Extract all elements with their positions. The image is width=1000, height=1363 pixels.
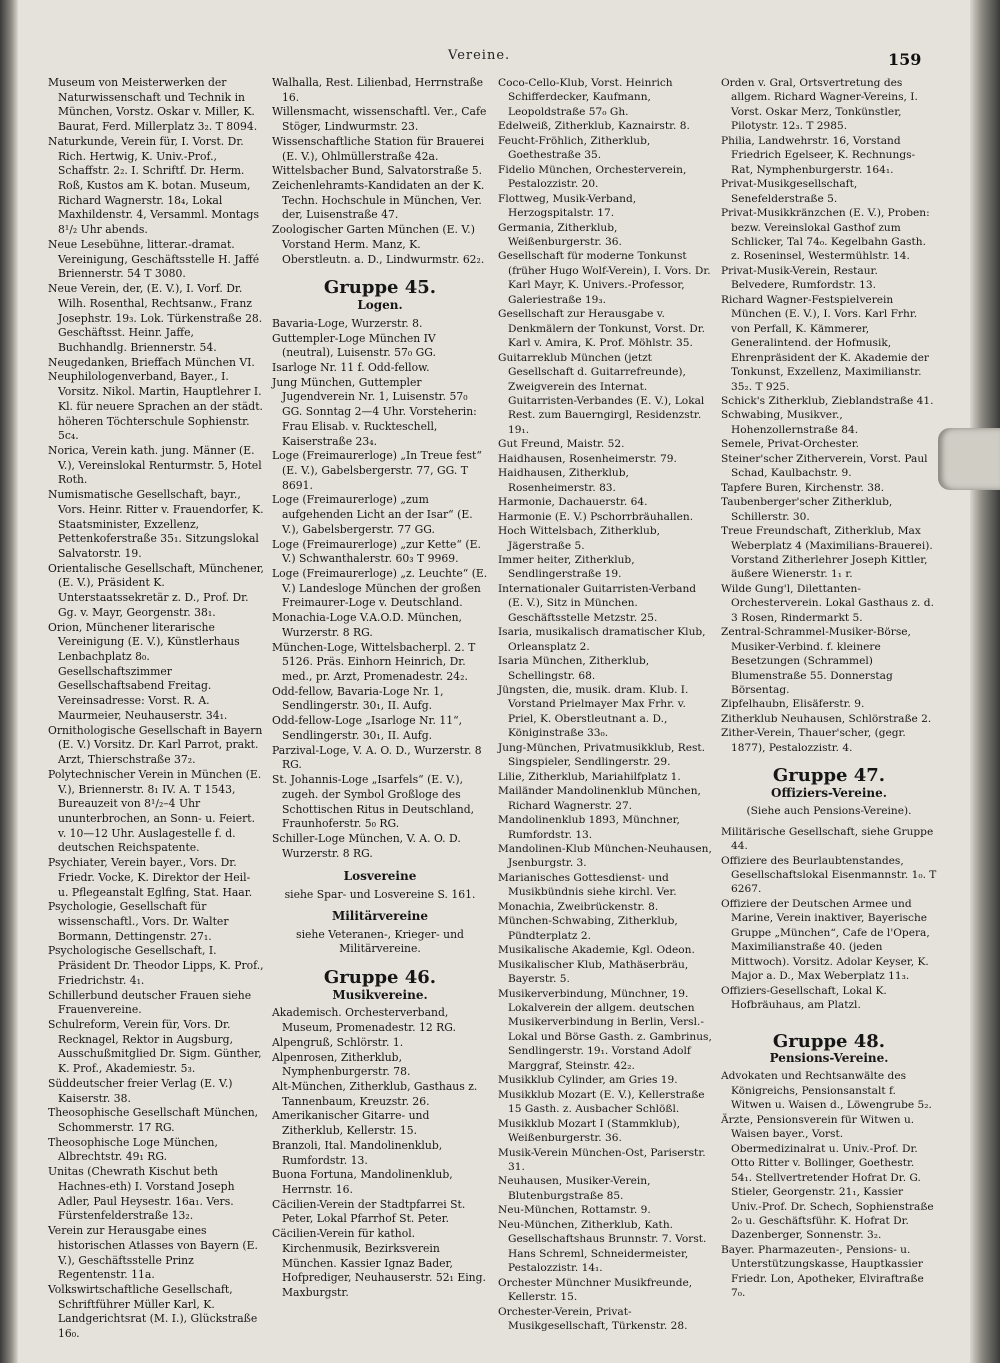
- binding-shadow-left: [0, 0, 18, 1363]
- directory-entry: Neuhausen, Musiker-Verein, Blutenburgstraße 85.: [498, 1175, 651, 1202]
- directory-entry: Neue Verein, der, (E. V.), I. Vorf. Dr. Wilh. Rosenthal, Rechtsanw., Franz Josephstr. 19₃. Lok. Türkenstraße 28. Geschäftsst. Heinr. Jaffe, Buchhandlg. Briennerstr. 54.: [48, 282, 263, 354]
- directory-entry: Monachia, Zweibrückenstr. 8.: [498, 900, 659, 913]
- directory-entry: Süddeutscher freier Verlag (E. V.) Kaiserstr. 38.: [48, 1076, 233, 1105]
- directory-entry: Schillerbund deutscher Frauen siehe Frauenvereine.: [48, 988, 252, 1017]
- directory-entry: Wilde Gung'l, Dilettanten-Orchesterverein. Lokal Gasthaus z. d. 3 Rosen, Rindermarkt 5.: [721, 582, 934, 624]
- directory-entry: Guitarreklub München (jetzt Gesellschaft d. Guitarrefreunde), Zweigverein des Internat. Guitarristen-Verbandes (E. V.), Lokal Rest. zum Bauerngirgl, Residenzstr. 19₁.: [498, 351, 705, 436]
- directory-entry: Zentral-Schrammel-Musiker-Börse, Musiker-Verbind. f. kleinere Besetzungen (Schrammel) Blumenstraße 55. Donnerstag Börsentag.: [721, 626, 911, 697]
- directory-entry: Coco-Cello-Klub, Vorst. Heinrich Schifferdecker, Kaufmann, Leopoldstraße 57₀ Gh.: [498, 77, 673, 118]
- directory-entry: Gesellschaft zur Herausgabe v. Denkmälern der Tonkunst, Vorst. Dr. Karl v. Amira, K. Prof. Möhlstr. 35.: [498, 308, 706, 350]
- directory-entry: Theosophische Loge München, Albrechtstr. 49₁ RG.: [48, 1135, 218, 1164]
- group-heading: Gruppe 45.: [323, 277, 437, 299]
- directory-entry: Psychologie, Gesellschaft für wissenschaftl., Vors. Dr. Walter Bormann, Dettingenstr. 27₁.: [48, 900, 229, 943]
- directory-entry: Jung München, Guttempler Jugendverein Nr. 1, Luisenstr. 57₀ GG. Sonntag 2—4 Uhr. Vorsteherin: Frau Elisab. v. Ruckteschell, Kaiserstraße 23₄.: [272, 375, 477, 448]
- directory-entry: München-Loge, Wittelsbacherpl. 2. T 5126. Präs. Einhorn Heinrich, Dr. med., pr. Arzt, Promenadestr. 24₂.: [272, 640, 476, 684]
- directory-entry: Musikklub Cylinder, am Gries 19.: [498, 1074, 678, 1087]
- directory-entry: Militärische Gesellschaft, siehe Gruppe 44.: [721, 825, 934, 853]
- directory-entry: Polytechnischer Verein in München (E. V.), Briennerstr. 8₁ IV. A. T 1543, Bureauzeit von 8¹/₂–4 Uhr ununterbrochen, an Sonn- u. Feiert. v. 10—12 Uhr. Auslagestelle f. d. deutschen Reichspatente.: [48, 767, 262, 855]
- directory-entry: Alpenrosen, Zitherklub, Nymphenburgerstr. 78.: [272, 1050, 411, 1079]
- directory-entry: Privat-Musikkränzchen (E. V.), Proben: bezw. Vereinslokal Gasthof zum Schlicker, Tal 74₀. Kegelbahn Gasth. z. Roseninsel, Westermühlstr. 14.: [721, 207, 930, 263]
- directory-entry: Gut Freund, Maistr. 52.: [498, 438, 625, 451]
- directory-entry: Offiziere der Deutschen Armee und Marine, Verein inaktiver, Bayerische Gruppe „München“, Cafe de l'Opera, Maximilianstraße 40. (jeden Mittwoch). Vorsitz. Adolar Keyser, K. Major a. D., Max Weberplatz 11₃.: [721, 897, 930, 983]
- directory-entry: Verein zur Herausgabe eines historischen Atlasses von Bayern (E. V.), Geschäftsstelle Prinz Regentenstr. 11a.: [48, 1224, 258, 1282]
- directory-entry: Musikerverbindung, Münchner, 19. Lokalverein der allgem. deutschen Musikerverbindung in Berlin, Versl.-Lokal und Börse Gasth. z. Gambrinus, Sendlingerstr. 19₁. Vorstand Adolf Marggraf, Steinstr. 42₂.: [498, 987, 712, 1072]
- group-subheading: Musikvereine.: [332, 987, 428, 1002]
- directory-entry: Musikalischer Klub, Mathäserbräu, Bayerstr. 5.: [498, 958, 689, 986]
- directory-entry: Musikklub Mozart (E. V.), Kellerstraße 15 Gasth. z. Ausbacher Schlößl.: [498, 1088, 705, 1116]
- directory-entry: Loge (Freimaurerloge) „z. Leuchte“ (E. V.) Landesloge München der großen Freimaurer-Loge v. Deutschland.: [272, 567, 488, 610]
- directory-entry: Privat-Musik-Verein, Restaur. Belvedere, Rumfordstr. 13.: [721, 264, 878, 292]
- directory-entry: Parzival-Loge, V. A. O. D., Wurzerstr. 8 RG.: [272, 743, 482, 772]
- directory-entry: Neu-München, Rottamstr. 9.: [498, 1204, 651, 1217]
- directory-entry: Haidhausen, Zitherklub, Rosenheimerstr. 83.: [498, 467, 629, 494]
- directory-entry: Germania, Zitherklub, Weißenburgerstr. 36.: [498, 221, 622, 248]
- group-heading: Gruppe 46.: [323, 966, 437, 988]
- directory-entry: Mailänder Mandolinenklub München, Richard Wagnerstr. 27.: [498, 785, 701, 812]
- directory-entry: Psychologische Gesellschaft, I. Präsident Dr. Theodor Lipps, K. Prof., Friedrichstr. 4₁.: [48, 944, 264, 987]
- directory-entry: St. Johannis-Loge „Isarfels“ (E. V.), zugeh. der Symbol Großloge des Schottischen Ritus in Deutschland, Fraunhoferstr. 5₀ RG.: [272, 773, 475, 831]
- directory-entry: Internationaler Guitarristen-Verband (E. V.), Sitz in München. Geschäftsstelle Metzstr. 25.: [498, 582, 697, 624]
- entry-list: [721, 825, 937, 1013]
- directory-entry: Lilie, Zitherklub, Mariahilfplatz 1.: [498, 770, 681, 783]
- directory-entry: Isaria München, Zitherklub, Schellingstr. 68.: [498, 655, 650, 682]
- directory-entry: Psychiater, Verein bayer., Vors. Dr. Friedr. Vocke, K. Direktor der Heil- u. Pflegeanstalt Eglfing, Stat. Haar.: [48, 856, 253, 899]
- directory-entry: Schulreform, Verein für, Vors. Dr. Recknagel, Rektor in Augsburg, Ausschußmitglied Dr. Sigm. Günther, K. Prof., Akademiestr. 5₃.: [48, 1018, 262, 1076]
- cross-reference: siehe Spar- und Losvereine S. 161.: [284, 888, 476, 902]
- directory-entry: Taubenberger'scher Zitherklub, Schillerstr. 30.: [721, 496, 893, 523]
- directory-entry: Neugedanken, Brieffach München VI.: [48, 355, 255, 369]
- book-page: [18, 0, 970, 1363]
- directory-entry: Hoch Wittelsbach, Zitherklub, Jägerstraße 5.: [498, 525, 660, 552]
- directory-entry: Isaria, musikalisch dramatischer Klub, Orleansplatz 2.: [498, 626, 706, 653]
- directory-entry: Richard Wagner-Festspielverein München (E. V.), I. Vors. Karl Frhr. von Perfall, K. Kämmerer, Generalintend. der Hofmusik, Ehrenpräsident der K. Akademie der Tonkunst, Exzellenz, Maximilianstr. 35₂. T 925.: [721, 293, 929, 393]
- directory-entry: Zipfelhaubn, Elisäferstr. 9.: [721, 698, 865, 711]
- thumb-index-tab: [938, 428, 1000, 490]
- directory-entry: Musikalische Akademie, Kgl. Odeon.: [498, 944, 695, 957]
- directory-entry: Buona Fortuna, Mandolinenklub, Herrnstr. 16.: [272, 1168, 453, 1197]
- directory-entry: Neuphilologenverband, Bayer., I. Vorsitz. Nikol. Martin, Hauptlehrer I. Kl. für neuere Sprachen an der städt. höheren Töchterschule Sophienstr. 5c₄.: [48, 370, 263, 443]
- column-4: [721, 76, 937, 1301]
- directory-entry: Mandolinenklub 1893, Münchner, Rumfordstr. 13.: [498, 814, 680, 841]
- directory-entry: Gesellschaft für moderne Tonkunst (früher Hugo Wolf-Verein), I. Vors. Dr. Karl Mayr, K. Univers.-Professor, Galeriestraße 19₃.: [498, 250, 711, 306]
- entry-list: [272, 1006, 488, 1300]
- directory-entry: Neu-München, Zitherklub, Kath. Gesellschaftshaus Brunnstr. 7. Vorst. Hans Schreml, Schneidermeister, Pestalozzistr. 14₁.: [498, 1218, 707, 1275]
- binding-shadow-right: [970, 0, 1000, 1363]
- directory-entry: Harmonie, Dachauerstr. 64.: [498, 496, 648, 509]
- directory-entry: Orion, Münchener literarische Vereinigung (E. V.), Künstlerhaus Lenbachplatz 8₀. Gesellschaftszimmer Gesellschaftsabend Freitag. Vereinsadresse: Vorst. R. A. Maurmeier, Neuhauserstr. 34₁.: [48, 620, 240, 722]
- directory-entry: Walhalla, Rest. Lilienbad, Herrnstraße 16.: [272, 76, 484, 104]
- directory-entry: München-Schwabing, Zitherklub, Pündterplatz 2.: [498, 915, 678, 942]
- column-2: [272, 76, 488, 1301]
- directory-entry: Philia, Landwehrstr. 16, Vorstand Friedrich Egelseer, K. Rechnungs-Rat, Nymphenburgerstr. 164₁.: [721, 134, 916, 176]
- directory-entry: Offiziers-Gesellschaft, Lokal K. Hofbräuhaus, am Platzl.: [721, 984, 887, 1012]
- entry-list: [272, 317, 488, 862]
- directory-entry: Willensmacht, wissenschaftl. Ver., Cafe Stöger, Lindwurmstr. 23.: [272, 105, 487, 134]
- group-subheading: Logen.: [357, 298, 403, 313]
- directory-entry: Advokaten und Rechtsanwälte des Königreichs, Pensionsanstalt f. Witwen u. Waisen d., Löwengrube 5₂.: [721, 1070, 932, 1112]
- directory-entry: Bayer. Pharmazeuten-, Pensions- u. Unterstützungskasse, Hauptkassier Friedr. Lon, Apotheker, Elviraftraße 7₀.: [721, 1243, 924, 1300]
- directory-entry: Immer heiter, Zitherklub, Sendlingerstraße 19.: [498, 553, 635, 581]
- group-subheading: Pensions-Vereine.: [769, 1051, 889, 1065]
- cross-reference: (Siehe auch Pensions-Vereine).: [746, 805, 912, 818]
- group-heading: Gruppe 47.: [772, 765, 886, 787]
- directory-entry: Haidhausen, Rosenheimerstr. 79.: [498, 452, 677, 465]
- directory-entry: Steiner'scher Zitherverein, Vorst. Paul Schad, Kaulbachstr. 9.: [721, 452, 928, 480]
- section-heading: Losvereine: [343, 869, 417, 884]
- directory-entry: Orden v. Gral, Ortsvertretung des allgem. Richard Wagner-Vereins, I. Vorst. Oskar Merz, Tonkünstler, Pilotystr. 12₃. T 2985.: [721, 77, 918, 133]
- directory-entry: Musikklub Mozart I (Stammklub), Weißenburgerstr. 36.: [498, 1117, 681, 1145]
- directory-entry: Loge (Freimaurerloge) „In Treue fest“ (E. V.), Gabelsbergerstr. 77, GG. T 8691.: [272, 449, 482, 492]
- entry-list: [272, 76, 488, 267]
- directory-entry: Unitas (Chewrath Kischut beth Hachnes-eth) I. Vorstand Joseph Adler, Paul Heysestr. 16a₁. Vers. Fürstenfelderstraße 13₂.: [48, 1165, 235, 1223]
- directory-entry: Norica, Verein kath. jung. Männer (E. V.), Vereinslokal Renturmstr. 5, Hotel Roth.: [48, 443, 262, 487]
- directory-entry: Treue Freundschaft, Zitherklub, Max Weberplatz 4 (Maximilians-Brauerei). Vorstand Zitherlehrer Joseph Kittler, äußere Wienerstr. 1₁ r.: [721, 525, 933, 581]
- group-subheading: Offiziers-Vereine.: [771, 785, 887, 800]
- entry-list: [721, 1069, 937, 1300]
- running-head: Vereine.: [448, 48, 511, 63]
- directory-entry: Feucht-Fröhlich, Zitherklub, Goethestraße 35.: [498, 134, 651, 162]
- directory-entry: Wissenschaftliche Station für Brauerei (E. V.), Ohlmüllerstraße 42a.: [272, 134, 485, 163]
- directory-entry: Ärzte, Pensionsverein für Witwen u. Waisen bayer., Vorst. Obermedizinalrat u. Univ.-Prof. Dr. Otto Ritter v. Bollinger, Goethestr. 54₁. Stellvertretender Hofrat Dr. G. Stieler, Georgenstr. 21₁, Kassier Univ.-Prof. Dr. Schech, Sophienstraße 2₀ u. Geschäftsführ. K. Hofrat Dr. Dazenberger, Sonnenstr. 3₂.: [721, 1113, 934, 1242]
- directory-entry: Orchester Münchner Musikfreunde, Kellerstr. 15.: [498, 1276, 693, 1304]
- directory-entry: Mandolinen-Klub München-Neuhausen, Jsenburgstr. 3.: [498, 843, 712, 870]
- directory-entry: Loge (Freimaurerloge) „zum aufgehenden Licht an der Isar“ (E. V.), Gabelsbergerstr. 77 GG.: [272, 493, 473, 536]
- page-number: 159: [888, 50, 922, 69]
- directory-entry: Odd-fellow-Loge „Isarloge Nr. 11“, Sendlingerstr. 30₁, II. Aufg.: [272, 714, 463, 742]
- directory-entry: Jüngsten, die, musik. dram. Klub. I. Vorstand Prielmayer Max Frhr. v. Priel, K. Oberstleutnant a. D., Königinstraße 33₀.: [498, 684, 689, 740]
- directory-entry: Orientalische Gesellschaft, Münchener, (E. V.), Präsident K. Unterstaatssekretär z. D., Prof. Dr. Gg. v. Mayr, Georgenstr. 38₁.: [48, 561, 264, 619]
- directory-entry: Amerikanischer Gitarre- und Zitherklub, Kellerstr. 15.: [272, 1109, 430, 1138]
- directory-entry: Naturkunde, Verein für, I. Vorst. Dr. Rich. Hertwig, K. Univ.-Prof., Schaffstr. 2₂. I. Schriftf. Dr. Herm. Roß, Kustos am K. botan. Museum, Richard Wagnerstr. 18₄, Lokal Maxhildenstr. 4, Versamml. Montags 8¹/₂ Uhr abends.: [48, 134, 260, 237]
- section-heading: Militärvereine: [331, 908, 429, 923]
- directory-entry: Zitherklub Neuhausen, Schlörstraße 2.: [721, 712, 932, 725]
- directory-entry: Odd-fellow, Bavaria-Loge Nr. 1, Sendlingerstr. 30₁, II. Aufg.: [272, 684, 444, 713]
- cross-reference: siehe Veteranen-, Krieger- und Militärvereine.: [296, 927, 464, 956]
- column-1: [48, 76, 264, 1342]
- entry-list: [498, 76, 714, 1333]
- directory-entry: Loge (Freimaurerloge) „zur Kette“ (E. V.) Schwanthalerstr. 60₃ T 9969.: [272, 537, 481, 566]
- directory-entry: Marianisches Gottesdienst- und Musikbündnis siehe kirchl. Ver.: [498, 871, 677, 899]
- directory-entry: Museum von Meisterwerken der Naturwissenschaft und Technik in München, Vorstz. Oskar v. Miller, K. Baurat, Ferd. Millerplatz 3₂. T 8094.: [48, 76, 258, 134]
- directory-entry: Schiller-Loge München, V. A. O. D. Wurzerstr. 8 RG.: [272, 831, 461, 860]
- directory-entry: Schwabing, Musikver., Hohenzollernstraße 84.: [721, 409, 859, 436]
- directory-entry: Zeichenlehramts-Kandidaten an der K. Techn. Hochschule in München, Ver. der, Luisenstraße 47.: [272, 179, 485, 222]
- directory-entry: Volkswirtschaftliche Gesellschaft, Schriftführer Müller Karl, K. Landgerichtsrat (M. I.), Glückstraße 16₀.: [48, 1282, 258, 1341]
- directory-entry: Isarloge Nr. 11 f. Odd-fellow.: [272, 360, 430, 374]
- directory-entry: Semele, Privat-Orchester.: [721, 438, 859, 451]
- directory-entry: Musik-Verein München-Ost, Pariserstr. 31.: [498, 1146, 706, 1173]
- directory-entry: Branzoli, Ital. Mandolinenklub, Rumfordstr. 13.: [272, 1138, 443, 1167]
- directory-entry: Wittelsbacher Bund, Salvatorstraße 5.: [272, 164, 483, 178]
- directory-entry: Alt-München, Zitherklub, Gasthaus z. Tannenbaum, Kreuzstr. 26.: [272, 1080, 478, 1108]
- directory-entry: Zither-Verein, Thauer'scher, (gegr. 1877), Pestalozzistr. 4.: [721, 727, 906, 754]
- entry-list: [48, 76, 264, 1342]
- directory-entry: Harmonie (E. V.) Pschorrbräuhallen.: [498, 510, 694, 523]
- directory-entry: Numismatische Gesellschaft, bayr., Vors. Heinr. Ritter v. Frauendorfer, K. Staatsminister, Exzellenz, Pettenkoferstraße 35₁. Sitzungslokal Salvatorstr. 19.: [48, 488, 264, 560]
- directory-entry: Cäcilien-Verein der Stadtpfarrei St. Peter, Lokal Pfarrhof St. Peter.: [272, 1197, 466, 1226]
- directory-entry: Privat-Musikgesellschaft, Senefelderstraße 5.: [721, 178, 858, 205]
- directory-entry: Orchester-Verein, Privat-Musikgesellschaft, Türkenstr. 28.: [498, 1305, 688, 1332]
- directory-entry: Bavaria-Loge, Wurzerstr. 8.: [272, 316, 423, 330]
- entry-list: [721, 76, 937, 755]
- directory-entry: Zoologischer Garten München (E. V.) Vorstand Herm. Manz, K. Oberstleutn. a. D., Lindwurmstr. 62₂.: [272, 223, 485, 266]
- directory-entry: Fidelio München, Orchesterverein, Pestalozzistr. 20.: [498, 163, 687, 191]
- directory-entry: Ornithologische Gesellschaft in Bayern (E. V.) Vorsitz. Dr. Karl Parrot, prakt. Arzt, Thierschstraße 37₂.: [48, 723, 263, 767]
- directory-entry: Jung-München, Privatmusikklub, Rest. Singspieler, Sendlingerstr. 29.: [498, 741, 706, 769]
- directory-entry: Akademisch. Orchesterverband, Museum, Promenadestr. 12 RG.: [272, 1006, 456, 1035]
- directory-entry: Neue Lesebühne, litterar.-dramat. Vereinigung, Geschäftsstelle H. Jaffé Briennerstr. 54 T 3080.: [48, 237, 260, 281]
- directory-entry: Flottweg, Musik-Verband, Herzogspitalstr. 17.: [498, 192, 637, 220]
- directory-entry: Cäcilien-Verein für kathol. Kirchenmusik, Bezirksverein München. Kassier Ignaz Bader, Hofprediger, Neuhauserstr. 52₁ Eing. Maxburgstr.: [272, 1227, 486, 1300]
- directory-entry: Edelweiß, Zitherklub, Kaznairstr. 8.: [498, 120, 690, 133]
- directory-entry: Theosophische Gesellschaft München, Schommerstr. 17 RG.: [48, 1106, 259, 1135]
- column-3: [498, 76, 714, 1333]
- directory-entry: Alpengruß, Schlörstr. 1.: [272, 1035, 404, 1049]
- directory-entry: Schick's Zitherklub, Zieblandstraße 41.: [721, 394, 934, 407]
- directory-entry: Offiziere des Beurlaubtenstandes, Gesellschaftslokal Eisenmannstr. 1₀. T 6267.: [721, 854, 937, 896]
- directory-entry: Guttempler-Loge München IV (neutral), Luisenstr. 57₀ GG.: [272, 331, 436, 360]
- directory-entry: Tapfere Buren, Kirchenstr. 38.: [721, 481, 885, 494]
- directory-entry: Monachia-Loge V.A.O.D. München, Wurzerstr. 8 RG.: [272, 611, 462, 639]
- group-heading: Gruppe 48.: [772, 1030, 886, 1052]
